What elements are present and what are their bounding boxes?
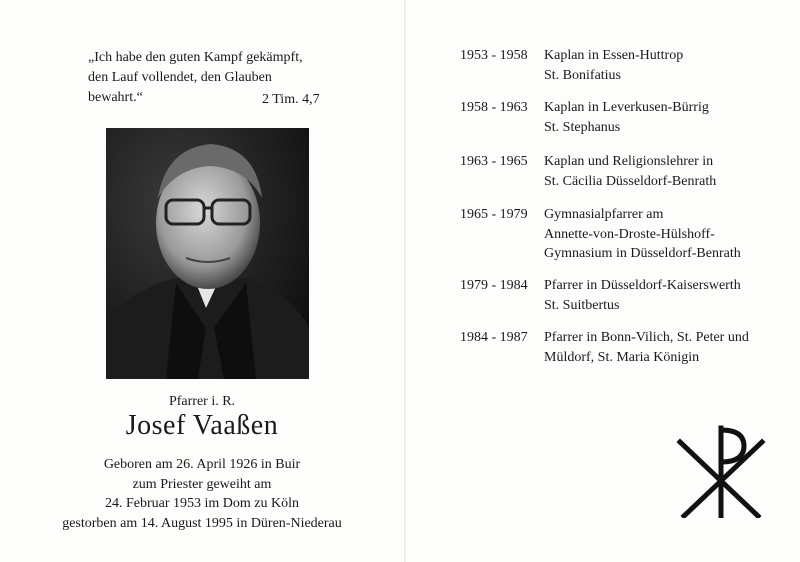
- career-years: 1958 - 1963: [460, 100, 528, 115]
- career-line: St. Bonifatius: [544, 67, 622, 83]
- detail-line: Geboren am 26. April 1926 in Buir: [103, 457, 301, 472]
- detail-line: zum Priester geweiht am: [132, 476, 272, 492]
- career-text: [544, 205, 784, 264]
- career-text: [544, 328, 784, 367]
- career-line: Kaplan in Leverkusen-Bürrig: [544, 100, 709, 115]
- career-line: St. Stephanus: [544, 119, 621, 135]
- career-line: St. Suitbertus: [544, 297, 620, 313]
- career-line: Kaplan in Essen-Huttrop: [544, 48, 684, 63]
- career-years: 1953 - 1958: [460, 48, 528, 63]
- career-line: Gymnasium in Düsseldorf-Benrath: [544, 246, 741, 261]
- career-line: Pfarrer in Düsseldorf-Kaiserswerth: [544, 278, 741, 293]
- career-years: 1984 - 1987: [460, 330, 528, 345]
- career-line: Pfarrer in Bonn-Vilich, St. Peter und: [544, 330, 749, 345]
- person-title: Pfarrer i. R.: [168, 394, 236, 409]
- detail-line: 24. Februar 1953 im Dom zu Köln: [104, 496, 300, 511]
- career-text: [544, 152, 784, 191]
- career-text: [544, 98, 784, 137]
- career-line: Müldorf, St. Maria Königin: [544, 349, 700, 365]
- career-text: [544, 46, 784, 85]
- career-years: 1979 - 1984: [460, 278, 528, 293]
- career-years: 1963 - 1965: [460, 154, 528, 169]
- life-details: [0, 455, 404, 533]
- chi-rho-icon: [676, 424, 766, 518]
- right-page: [406, 0, 800, 562]
- career-text: [544, 276, 784, 315]
- career-line: Annette-von-Droste-Hülshoff-: [544, 226, 715, 242]
- career-years: 1965 - 1979: [460, 207, 528, 222]
- quote-line: „Ich habe den guten Kampf gekämpft,: [88, 50, 303, 65]
- detail-line: gestorben am 14. August 1995 in Düren-Niederau: [62, 515, 342, 531]
- quote-line: bewahrt.“: [88, 90, 143, 105]
- portrait-photo: [106, 128, 309, 379]
- quote-line: den Lauf vollendet, den Glauben: [88, 70, 272, 85]
- career-line: Kaplan und Religionslehrer in: [544, 154, 714, 169]
- career-line: Gymnasialpfarrer am: [544, 207, 664, 222]
- person-name: Josef Vaaßen: [125, 410, 279, 441]
- quote-reference: 2 Tim. 4,7: [262, 92, 320, 107]
- career-line: St. Cäcilia Düsseldorf-Benrath: [544, 173, 717, 189]
